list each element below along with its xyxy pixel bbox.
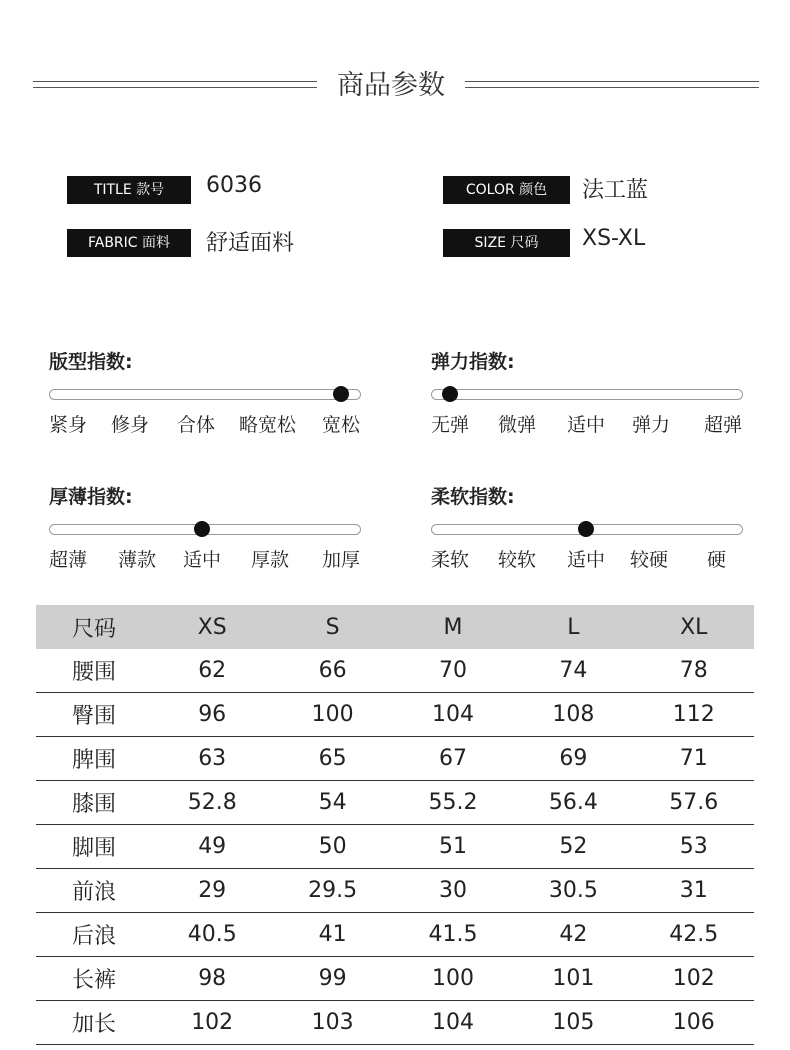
softness-index-marker	[578, 521, 594, 537]
measurement-value: 49	[152, 825, 272, 869]
fit-index-label: 版型指数:	[49, 351, 133, 373]
measurement-value: 65	[272, 737, 392, 781]
softness-index	[431, 482, 751, 572]
table-row	[36, 781, 754, 825]
measurement-value: 41.5	[393, 913, 513, 957]
elasticity-option: 弹力	[632, 414, 671, 436]
measurement-label: 前浪	[36, 869, 152, 913]
table-row	[36, 693, 754, 737]
thickness-option: 厚款	[251, 549, 290, 571]
title-divider-right	[465, 81, 759, 88]
fabric-tag: FABRIC 面料	[67, 229, 191, 257]
thickness-option: 薄款	[118, 549, 157, 571]
measurement-value: 104	[393, 693, 513, 737]
elasticity-index-marker	[442, 386, 458, 402]
measurement-value: 102	[152, 1001, 272, 1045]
elasticity-index	[431, 347, 751, 437]
measurement-value: 96	[152, 693, 272, 737]
measurement-value: 66	[272, 649, 392, 693]
measurement-value: 105	[513, 1001, 633, 1045]
fit-option: 略宽松	[239, 414, 297, 436]
header-cell: XL	[634, 605, 754, 649]
fabric-value: 舒适面料	[206, 231, 295, 256]
elasticity-index-label: 弹力指数:	[431, 351, 515, 373]
measurement-value: 52.8	[152, 781, 272, 825]
measurement-value: 106	[634, 1001, 754, 1045]
table-row	[36, 825, 754, 869]
header-cell: M	[393, 605, 513, 649]
measurement-value: 100	[393, 957, 513, 1001]
measurement-value: 102	[634, 957, 754, 1001]
elasticity-option: 微弹	[498, 414, 537, 436]
measurement-value: 57.6	[634, 781, 754, 825]
softness-option: 较软	[498, 549, 537, 571]
measurement-value: 51	[393, 825, 513, 869]
softness-option: 较硬	[630, 549, 669, 571]
measurement-value: 108	[513, 693, 633, 737]
softness-option: 柔软	[431, 549, 470, 571]
measurement-value: 41	[272, 913, 392, 957]
fit-index	[49, 347, 369, 437]
elasticity-option: 超弹	[704, 414, 743, 436]
measurement-value: 53	[634, 825, 754, 869]
measurement-value: 50	[272, 825, 392, 869]
fit-index-marker	[333, 386, 349, 402]
measurement-label: 长裤	[36, 957, 152, 1001]
elasticity-option: 无弹	[431, 414, 470, 436]
measurement-value: 69	[513, 737, 633, 781]
fit-option: 合体	[177, 414, 216, 436]
title-tag: TITLE 款号	[67, 176, 191, 204]
softness-option: 硬	[707, 549, 727, 571]
elasticity-index-track	[431, 389, 743, 400]
fit-option: 修身	[111, 414, 150, 436]
measurement-value: 104	[393, 1001, 513, 1045]
thickness-option: 适中	[183, 549, 222, 571]
thickness-index-label: 厚薄指数:	[49, 486, 133, 508]
size-tag: SIZE 尺码	[443, 229, 570, 257]
header-cell: L	[513, 605, 633, 649]
measurement-value: 99	[272, 957, 392, 1001]
thickness-option: 超薄	[49, 549, 88, 571]
softness-index-label: 柔软指数:	[431, 486, 515, 508]
measurement-value: 29	[152, 869, 272, 913]
header-cell: 尺码	[36, 605, 152, 649]
measurement-label: 加长	[36, 1001, 152, 1045]
measurement-value: 100	[272, 693, 392, 737]
fit-index-track	[49, 389, 361, 400]
section-title	[0, 55, 790, 111]
measurement-label: 后浪	[36, 913, 152, 957]
softness-option: 适中	[567, 549, 606, 571]
measurement-value: 71	[634, 737, 754, 781]
measurement-value: 30.5	[513, 869, 633, 913]
size-table-header	[36, 605, 754, 649]
table-row	[36, 869, 754, 913]
measurement-value: 31	[634, 869, 754, 913]
measurement-value: 112	[634, 693, 754, 737]
fit-option: 紧身	[49, 414, 88, 436]
measurement-value: 103	[272, 1001, 392, 1045]
header-cell: S	[272, 605, 392, 649]
measurement-value: 56.4	[513, 781, 633, 825]
color-value: 法工蓝	[582, 178, 649, 203]
thickness-index	[49, 482, 369, 572]
measurement-value: 74	[513, 649, 633, 693]
table-row	[36, 957, 754, 1001]
measurement-value: 42	[513, 913, 633, 957]
title-divider-left	[33, 81, 317, 88]
measurement-value: 40.5	[152, 913, 272, 957]
table-row	[36, 649, 754, 693]
measurement-value: 55.2	[393, 781, 513, 825]
measurement-label: 脾围	[36, 737, 152, 781]
elasticity-option: 适中	[567, 414, 606, 436]
measurement-value: 63	[152, 737, 272, 781]
thickness-option: 加厚	[322, 549, 361, 571]
table-row	[36, 1001, 754, 1045]
page-title: 商品参数	[337, 70, 445, 101]
measurement-label: 脚围	[36, 825, 152, 869]
measurement-value: 29.5	[272, 869, 392, 913]
measurement-label: 臀围	[36, 693, 152, 737]
size-value: XS-XL	[582, 226, 646, 251]
size-table	[36, 605, 754, 1045]
measurement-value: 98	[152, 957, 272, 1001]
color-tag: COLOR 颜色	[443, 176, 570, 204]
measurement-value: 30	[393, 869, 513, 913]
size-table-body	[36, 649, 754, 1045]
measurement-value: 78	[634, 649, 754, 693]
thickness-index-marker	[194, 521, 210, 537]
table-row	[36, 737, 754, 781]
measurement-value: 42.5	[634, 913, 754, 957]
measurement-value: 52	[513, 825, 633, 869]
measurement-label: 腰围	[36, 649, 152, 693]
header-cell: XS	[152, 605, 272, 649]
fit-option: 宽松	[322, 414, 361, 436]
measurement-label: 膝围	[36, 781, 152, 825]
measurement-value: 62	[152, 649, 272, 693]
title-value: 6036	[206, 173, 262, 198]
measurement-value: 54	[272, 781, 392, 825]
measurement-value: 67	[393, 737, 513, 781]
measurement-value: 101	[513, 957, 633, 1001]
measurement-value: 70	[393, 649, 513, 693]
table-row	[36, 913, 754, 957]
